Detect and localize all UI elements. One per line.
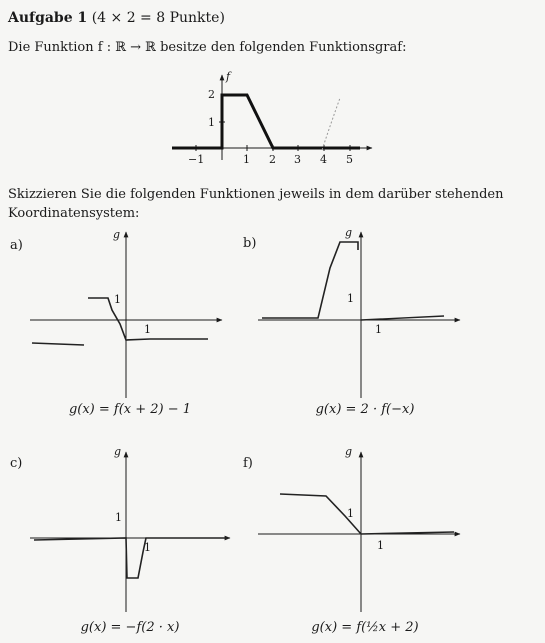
graph-f-axis-label: g (345, 445, 353, 458)
main-x-tick-2: 2 (269, 153, 276, 166)
task-points: (4 × 2 = 8 Punkte) (91, 10, 225, 26)
main-graph (172, 70, 372, 166)
graph-c-tick-x: 1 (144, 541, 151, 554)
graph-b-axis-label: g (345, 226, 353, 239)
graph-c-tick-y: 1 (115, 511, 122, 524)
graph-b-sketch (262, 242, 358, 318)
graph-a-axis-label: g (113, 228, 121, 241)
pencil-mark (322, 98, 340, 150)
intro-text: Die Funktion f : ℝ → ℝ besitze den folgenden Funktionsgraf: (8, 40, 407, 55)
part-c-formula: g(x) = −f(2 · x) (80, 620, 180, 635)
graph-c-sketch (34, 538, 228, 578)
graph-a-tick-y: 1 (114, 293, 121, 306)
main-x-tick-1: 1 (243, 153, 250, 166)
graph-f-sketch (280, 494, 454, 534)
part-a-label: a) (10, 238, 23, 253)
part-f-label: f) (243, 456, 253, 471)
part-f-formula: g(x) = f(½x + 2) (311, 620, 419, 635)
graph-b (258, 226, 460, 398)
task-instruction: Skizzieren Sie die folgenden Funktionen jeweils in dem darüber stehenden Koordinatensystem: (8, 187, 504, 221)
main-x-tick-m1: −1 (188, 153, 205, 166)
graph-a-tick-x: 1 (144, 323, 151, 336)
main-y-label: f (226, 70, 231, 83)
task-title: Aufgabe 1 (8, 10, 88, 26)
main-x-tick-4: 4 (320, 153, 327, 166)
part-b-formula: g(x) = 2 · f(−x) (315, 402, 415, 417)
graph-c (30, 445, 230, 612)
main-y-tick-2: 2 (208, 88, 215, 101)
main-y-tick-1: 1 (208, 116, 215, 129)
main-x-tick-5: 5 (346, 153, 353, 166)
graph-f (258, 445, 460, 612)
main-x-tick-3: 3 (294, 153, 301, 166)
graph-c-axis-label: g (114, 445, 122, 458)
graph-f-tick-x: 1 (377, 539, 384, 552)
main-function-curve (172, 95, 360, 148)
part-c-label: c) (10, 456, 23, 471)
part-a-formula: g(x) = f(x + 2) − 1 (68, 402, 192, 417)
graph-b-tick-y: 1 (347, 292, 354, 305)
graph-f-tick-y: 1 (347, 507, 354, 520)
graph-b-tick-x: 1 (375, 323, 382, 336)
graph-a (30, 228, 222, 398)
part-b-label: b) (243, 236, 257, 251)
